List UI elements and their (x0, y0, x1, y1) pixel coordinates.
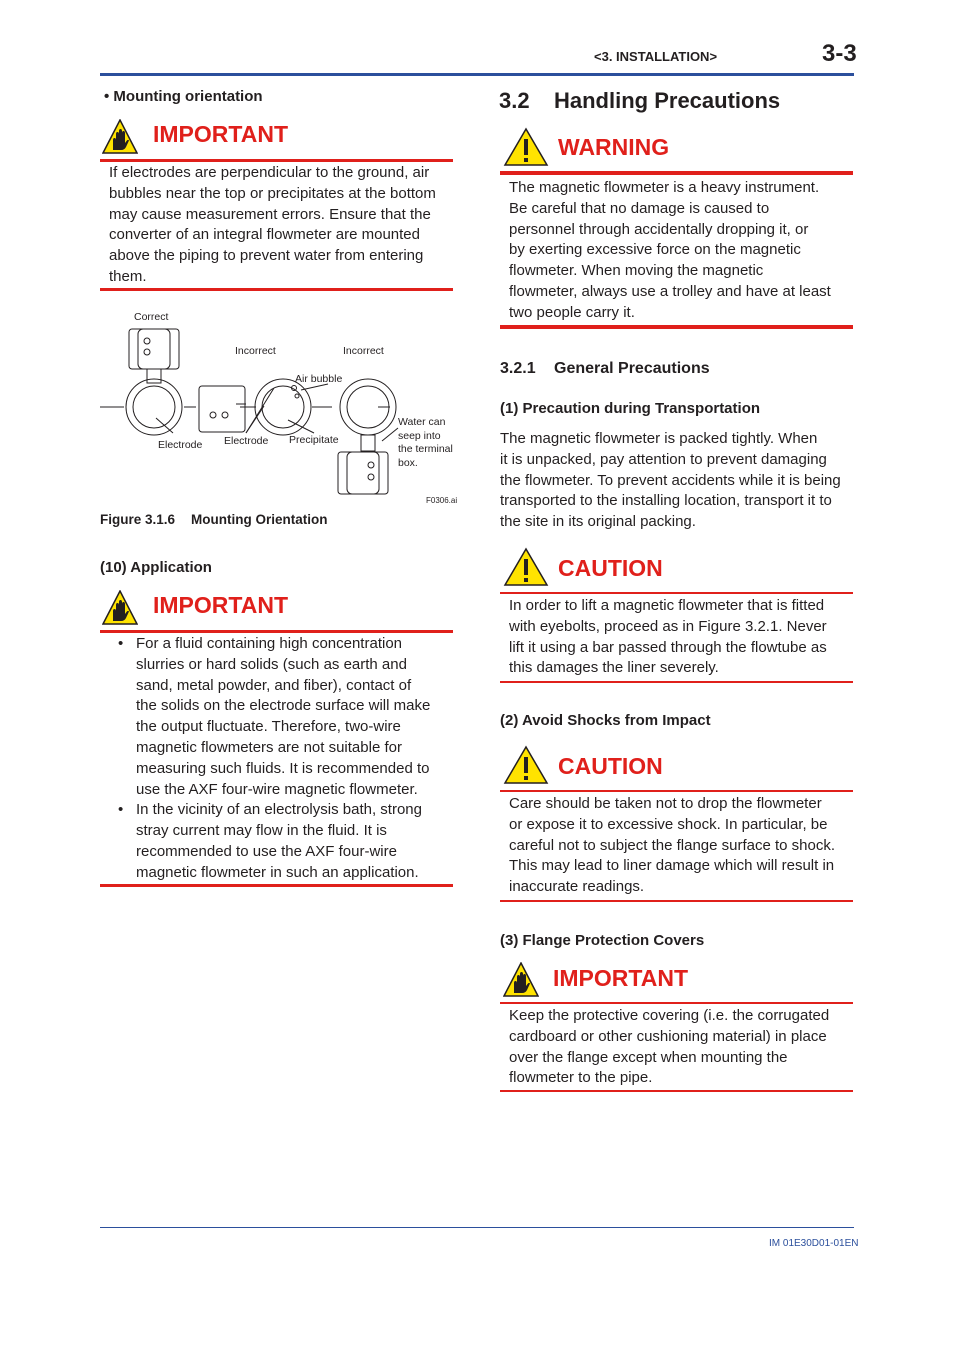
page-number: 3-3 (822, 40, 857, 67)
important-top-rule (100, 630, 453, 633)
warning-text: The magnetic flowmeter is a heavy instrument. Be careful that no damage is caused to personnel through accidentally dropping it, or by exerting excessive force on the magnetic flowmeter. When moving the magnetic flowmeter, always use a trolley and have at least two people carry it. (509, 179, 831, 321)
hand-icon (503, 962, 539, 998)
label-electrode-1: Electrode (158, 439, 203, 451)
important-title: IMPORTANT (153, 592, 289, 618)
subsection-title: General Precautions (554, 360, 710, 377)
warning-top-rule (500, 171, 853, 175)
important-bottom-rule (100, 288, 453, 291)
important-title: IMPORTANT (153, 121, 289, 147)
figure-caption-text: Mounting Orientation (191, 512, 328, 527)
warning-triangle-icon (503, 127, 549, 167)
important-bottom-rule (500, 1090, 853, 1092)
label-correct: Correct (134, 311, 169, 323)
important-top-rule (100, 159, 453, 162)
hand-icon (102, 119, 138, 155)
important-title: IMPORTANT (553, 965, 689, 991)
caution-title: CAUTION (558, 555, 663, 581)
bullet-item: • In the vicinity of an electrolysis bath, strong stray current may flow in the fluid. It is recommended to use the AXF four-wire magnetic flowmeter in such an application. (108, 800, 453, 883)
bullet-item: • For a fluid containing high concentration slurries or hard solids (such as earth and sand, metal powder, and fiber), contact of the solids on the electrode surface will make the output fluctuate. Therefore, two-wire magnetic flowmeters are not suitable for measuring such fluids. It is recommended to use the AXF four-wire magnetic flowmeter. (108, 634, 453, 800)
warning-title: WARNING (558, 134, 670, 160)
important-bottom-rule (100, 884, 453, 887)
caution-bottom-rule (500, 900, 853, 902)
important-bullets (108, 634, 453, 884)
caution-top-rule (500, 790, 853, 792)
caution-triangle-icon (503, 547, 549, 587)
caution-title: CAUTION (558, 753, 663, 779)
figure-file-name: F0306.ai (426, 496, 458, 505)
flange-heading: (3) Flange Protection Covers (500, 932, 705, 949)
label-water-seep: Water can seep into the terminal box. (398, 416, 453, 469)
section-number: 3.2 (499, 88, 530, 113)
running-header-section: <3. INSTALLATION> (594, 49, 718, 64)
label-air-bubble: Air bubble (295, 373, 343, 385)
label-incorrect-2: Incorrect (343, 345, 384, 357)
caution-bottom-rule (500, 681, 853, 683)
caution-text: Care should be taken not to drop the flowmeter or expose it to excessive shock. In particular, be careful not to subject the flange surface to shock. This may lead to liner damage which will result in inaccurate readings. (509, 795, 836, 896)
transportation-text: The magnetic flowmeter is packed tightly. When it is unpacked, pay attention to prevent damaging the flowmeter. To prevent accidents while it is being transported to the installing location, transport it to the site in its original packing. (500, 430, 841, 531)
footer-rule (100, 1227, 854, 1228)
caution-text: In order to lift a magnetic flowmeter that is fitted with eyebolts, proceed as in Figure 3.2.1. Never lift it using a bar passed through the flowtube as this damages the liner severely. (509, 597, 827, 677)
document-code: IM 01E30D01-01EN (769, 1238, 859, 1249)
mounting-orientation-figure (96, 306, 466, 511)
label-precipitate: Precipitate (289, 434, 339, 446)
label-incorrect-1: Incorrect (235, 345, 276, 357)
figure-caption-number: Figure 3.1.6 (100, 512, 176, 527)
mounting-orientation-heading: • Mounting orientation (104, 88, 263, 105)
subsection-number: 3.2.1 (500, 360, 536, 377)
shocks-heading: (2) Avoid Shocks from Impact (500, 712, 711, 729)
label-electrode-2: Electrode (224, 435, 269, 447)
application-heading: (10) Application (100, 559, 212, 576)
important-top-rule (500, 1002, 853, 1004)
important-text: Keep the protective covering (i.e. the corrugated cardboard or other cushioning material) in place over the flange except when mounting the flowmeter to the pipe. (509, 1007, 830, 1087)
caution-triangle-icon (503, 745, 549, 785)
important-text: If electrodes are perpendicular to the ground, air bubbles near the top or precipitates at the bottom may cause measurement errors. Ensure that the converter of an integral flowmeter are mounted above the piping to prevent water from entering them. (109, 164, 436, 285)
transportation-heading: (1) Precaution during Transportation (500, 400, 761, 417)
caution-top-rule (500, 592, 853, 594)
header-rule (100, 73, 854, 76)
hand-icon (102, 590, 138, 626)
warning-bottom-rule (500, 325, 853, 329)
section-title: Handling Precautions (554, 88, 781, 113)
